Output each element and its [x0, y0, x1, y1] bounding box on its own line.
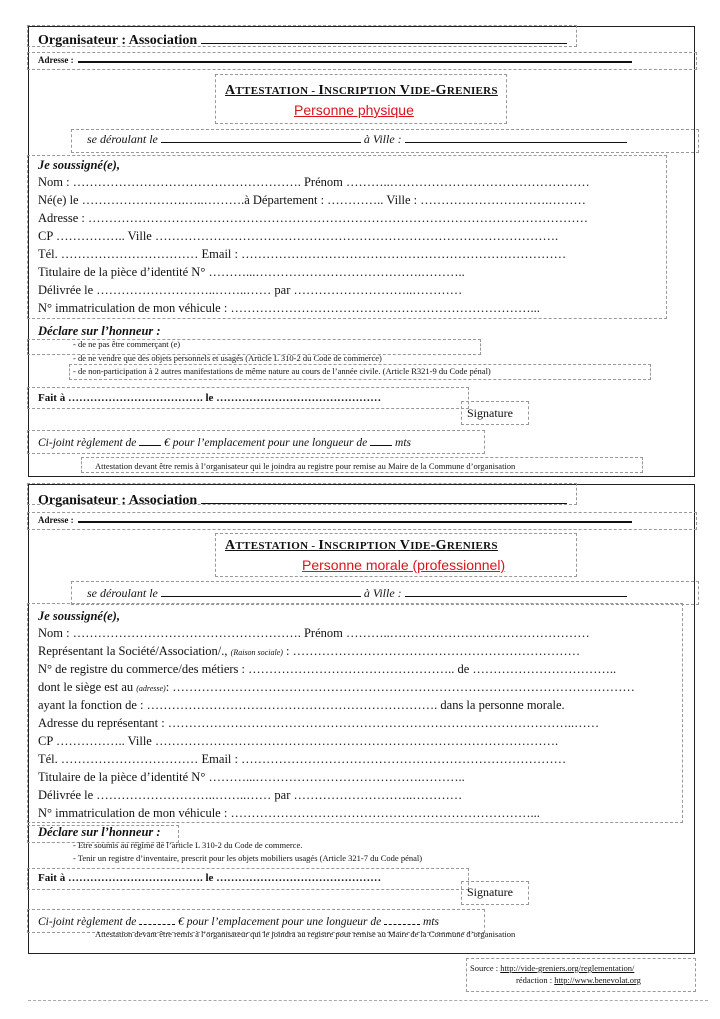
address-line [38, 55, 632, 65]
footer-note: Attestation devant être remis à l’organisateur qui le joindra au registre pour remise au Maire de la Commune d’organisation [95, 461, 516, 471]
deroulant-label: se déroulant le [87, 586, 158, 600]
organizer-field[interactable] [201, 31, 567, 44]
declare-label: Déclare sur l’honneur : [38, 324, 161, 338]
declaration-item: - de ne pas être commerçant (e) [73, 339, 181, 349]
bottom-divider [28, 1000, 708, 1001]
form-subtitle: Personne physique [294, 102, 414, 118]
organizer-field[interactable] [201, 491, 567, 504]
organizer-line [38, 491, 567, 509]
naissance-field[interactable]: Né(e) le …………………….…..……….à Département : ………….. Ville : ………………………….……… [38, 193, 586, 207]
declare-label: Déclare sur l’honneur : [38, 825, 161, 839]
event-line [87, 132, 627, 147]
representant-field[interactable]: Représentant la Société/Association/., (Raison sociale) : …………………………………………………………… [38, 644, 581, 658]
organizer-label: Organisateur : Association [38, 33, 198, 48]
fait-line[interactable]: Fait à ………………………………. le ……………………………………… [38, 392, 382, 404]
form-subtitle [302, 557, 505, 573]
redaction-link[interactable]: http://www.benevolat.org [554, 975, 641, 985]
ville-label: à Ville : [363, 586, 402, 600]
address-field[interactable] [78, 515, 632, 523]
registre-field[interactable]: N° de registre du commerce/des métiers : ………………………………………….. de …………………………….. [38, 662, 617, 676]
source-link[interactable]: http://vide-greniers.org/reglementation/ [500, 963, 635, 973]
form-personne-morale [28, 484, 695, 954]
address-field[interactable] [78, 55, 632, 63]
delivree-field[interactable]: Délivrée le ………………………..……..…… par ………………………..………… [38, 788, 463, 802]
tel-email-field[interactable]: Tél. …………………………… Email : …………………………………………………………………… [38, 247, 567, 261]
siege-field[interactable]: dont le siège est au (adresse): ………………………………………………………………………………………………… [38, 680, 635, 694]
reglement-line: Ci-joint règlement de € pour l’emplacement pour une longueur de mts [38, 437, 411, 449]
soussigne-label: Je soussigné(e), [38, 158, 120, 172]
tel-email-field[interactable]: Tél. …………………………… Email : …………………………………………………………………… [38, 752, 567, 766]
redaction-line [516, 975, 641, 985]
form-title: ATTESTATION - INSCRIPTION VIDE-GRENIERS [225, 83, 498, 98]
delivree-field[interactable]: Délivrée le ………………………..……..…… par ………………………..………… [38, 283, 463, 297]
ville-label: à Ville : [363, 132, 402, 146]
declaration-item: - Etre soumis au régime de l’article L 310-2 du Code de commerce. [73, 840, 303, 850]
fonction-field[interactable]: ayant la fonction de : ……………………………………………………………. dans la personne morale. [38, 698, 565, 712]
reglement-line: Ci-joint règlement de € pour l’emplacement pour une longueur de mts [38, 916, 439, 928]
longueur-field[interactable] [370, 435, 392, 446]
declaration-item: - de ne vendre que des objets personnels et usagés (Article L 310-2 du Code de commerce) [73, 353, 382, 363]
source-label: Source : [470, 963, 499, 973]
date-field[interactable] [161, 132, 361, 143]
signature-label: Signature [467, 406, 513, 420]
signature-label: Signature [467, 885, 513, 899]
address-label: Adresse : [38, 55, 74, 65]
soussigne-label: Je soussigné(e), [38, 609, 120, 623]
longueur-field[interactable] [384, 914, 420, 925]
event-line [87, 586, 627, 601]
organizer-label: Organisateur : Association [38, 493, 198, 508]
fait-line[interactable]: Fait à ………………………………. le ……………………………………… [38, 872, 382, 884]
subtitle-main: Personne morale [302, 557, 409, 573]
form-title: ATTESTATION - INSCRIPTION VIDE-GRENIERS [225, 538, 498, 553]
cp-ville-field[interactable]: CP …………….. Ville ……………………………………………………………………………………. [38, 229, 559, 243]
deroulant-label: se déroulant le [87, 132, 158, 146]
piece-identite-field[interactable]: Titulaire de la pièce d’identité N° ………...………………………………….……….. [38, 265, 465, 279]
immatriculation-field[interactable]: N° immatriculation de mon véhicule : ………………………………………………………………... [38, 301, 540, 315]
organizer-line [38, 31, 567, 49]
date-field[interactable] [161, 586, 361, 597]
nom-prenom-field[interactable]: Nom : ………………………………………………. Prénom ………..………………………………………… [38, 175, 590, 189]
subtitle-paren: (professionnel) [412, 557, 506, 573]
adresse-representant-field[interactable]: Adresse du représentant : ……………………………………………………………………………………..…… [38, 716, 600, 730]
footer-note: Attestation devant être remis à l’organisateur qui le joindra au registre pour remise au Maire de la Commune d’organisation [95, 929, 516, 939]
nom-prenom-field[interactable]: Nom : ………………………………………………. Prénom ………..………………………………………… [38, 626, 590, 640]
declaration-item: - Tenir un registre d’inventaire, prescrit pour les objets mobiliers usagés (Article 321-7 du Code pénal) [73, 853, 423, 863]
redaction-label: rédaction : [516, 975, 553, 985]
address-line [38, 515, 632, 525]
declaration-item: - de non-participation à 2 autres manifestations de même nature au cours de l’année civile. (Article R321-9 du Code pénal) [73, 366, 491, 376]
cp-ville-field[interactable]: CP …………….. Ville ……………………………………………………………………………………. [38, 734, 559, 748]
ville-field[interactable] [405, 132, 627, 143]
ville-field[interactable] [405, 586, 627, 597]
montant-field[interactable] [139, 914, 175, 925]
adresse-field[interactable]: Adresse : ………………………………………………………………………………………………………… [38, 211, 588, 225]
montant-field[interactable] [139, 435, 161, 446]
piece-identite-field[interactable]: Titulaire de la pièce d’identité N° ………...………………………………….……….. [38, 770, 465, 784]
immatriculation-field[interactable]: N° immatriculation de mon véhicule : ………………………………………………………………... [38, 806, 540, 820]
source-line [470, 963, 634, 973]
form-personne-physique [28, 26, 695, 477]
address-label: Adresse : [38, 515, 74, 525]
